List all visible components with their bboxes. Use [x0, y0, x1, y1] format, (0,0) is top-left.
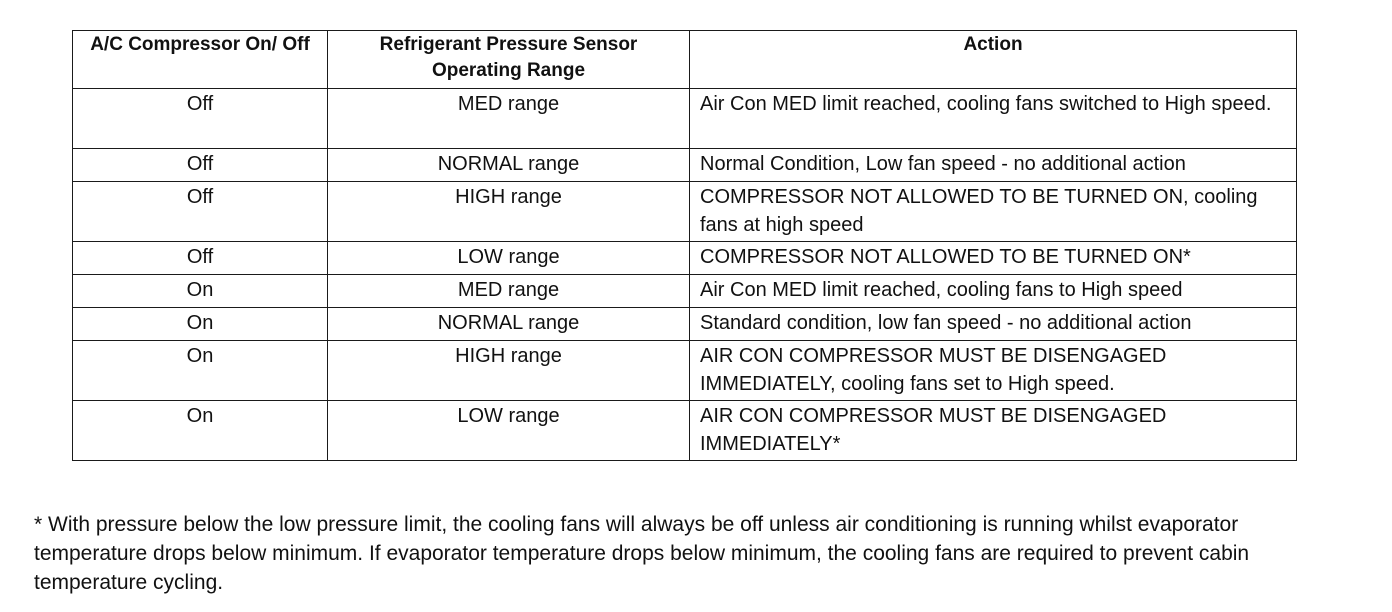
compressor-state-cell: Off — [73, 242, 328, 275]
sensor-range-cell: LOW range — [328, 242, 690, 275]
sensor-range-cell: MED range — [328, 89, 690, 149]
action-cell: COMPRESSOR NOT ALLOWED TO BE TURNED ON, cooling fans at high speed — [690, 182, 1297, 242]
compressor-state-cell: On — [73, 275, 328, 308]
compressor-state-cell: On — [73, 341, 328, 401]
action-cell: Normal Condition, Low fan speed - no additional action — [690, 149, 1297, 182]
sensor-range-cell: MED range — [328, 275, 690, 308]
sensor-range-cell: NORMAL range — [328, 149, 690, 182]
table-row — [73, 308, 1297, 341]
header-compressor-state: A/C Compressor On/ Off — [73, 31, 328, 89]
table-row — [73, 401, 1297, 461]
table-header-row — [73, 31, 1297, 89]
table-row — [73, 341, 1297, 401]
action-cell: Air Con MED limit reached, cooling fans switched to High speed. — [690, 89, 1297, 149]
sensor-range-cell: HIGH range — [328, 182, 690, 242]
compressor-state-cell: Off — [73, 89, 328, 149]
action-cell: Air Con MED limit reached, cooling fans to High speed — [690, 275, 1297, 308]
ac-operating-table — [72, 30, 1297, 461]
table-row — [73, 89, 1297, 149]
compressor-state-cell: On — [73, 401, 328, 461]
header-action: Action — [690, 31, 1297, 89]
sensor-range-cell: NORMAL range — [328, 308, 690, 341]
action-cell: COMPRESSOR NOT ALLOWED TO BE TURNED ON* — [690, 242, 1297, 275]
table-row — [73, 182, 1297, 242]
header-sensor-range: Refrigerant Pressure Sensor Operating Range — [328, 31, 690, 89]
sensor-range-cell: HIGH range — [328, 341, 690, 401]
compressor-state-cell: On — [73, 308, 328, 341]
sensor-range-cell: LOW range — [328, 401, 690, 461]
action-cell: AIR CON COMPRESSOR MUST BE DISENGAGED IMMEDIATELY* — [690, 401, 1297, 461]
footnote: * With pressure below the low pressure limit, the cooling fans will always be off unless air conditioning is running whilst evaporator temperature drops below minimum. If evaporator temperature drops below minimum, the cooling fans are required to prevent cabin temperature cycling. — [34, 513, 1250, 594]
table-row — [73, 275, 1297, 308]
compressor-state-cell: Off — [73, 182, 328, 242]
compressor-state-cell: Off — [73, 149, 328, 182]
table-row — [73, 149, 1297, 182]
action-cell: Standard condition, low fan speed - no additional action — [690, 308, 1297, 341]
action-cell: AIR CON COMPRESSOR MUST BE DISENGAGED IMMEDIATELY, cooling fans set to High speed. — [690, 341, 1297, 401]
table-row — [73, 242, 1297, 275]
